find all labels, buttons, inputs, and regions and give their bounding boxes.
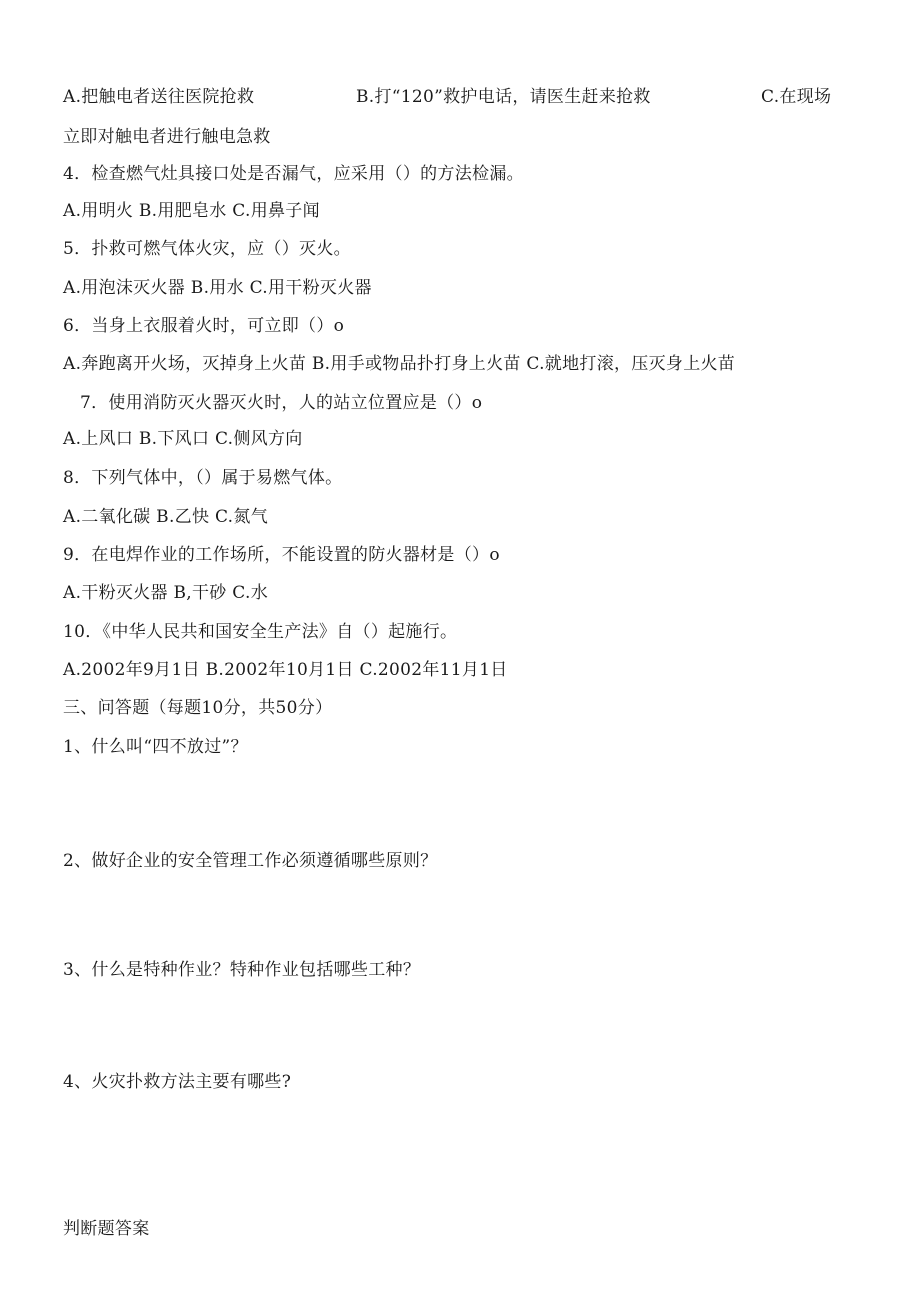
question-5: 5．扑救可燃气体火灾，应（）灭火。: [63, 239, 351, 259]
qa-question-2: 2、做好企业的安全管理工作必须遵循哪些原则？: [63, 851, 438, 871]
question-8: 8．下列气体中，（）属于易燃气体。: [63, 468, 343, 488]
question-7: 7．使用消防灭火器灭火时，人的站立位置应是（）o: [80, 393, 483, 413]
q3-option-c: C.在现场: [761, 87, 832, 107]
question-4-options: A.用明火 B.用肥皂水 C.用鼻子闻: [63, 201, 320, 221]
q3-option-c-continued: 立即对触电者进行触电急救: [63, 127, 271, 147]
question-4: 4．检查燃气灶具接口处是否漏气，应采用（）的方法检漏。: [63, 164, 524, 184]
question-10-options: A.2002年9月1日 B.2002年10月1日 C.2002年11月1日: [63, 660, 508, 680]
question-10: 10．《中华人民共和国安全生产法》自（）起施行。: [63, 622, 458, 642]
qa-question-1: 1、什么叫“四不放过”？: [63, 737, 248, 757]
question-9: 9．在电焊作业的工作场所，不能设置的防火器材是（）o: [63, 545, 500, 565]
answers-heading: 判断题答案: [63, 1219, 150, 1239]
question-9-options: A.干粉灭火器 B,干砂 C.水: [63, 583, 268, 603]
question-6-options: A.奔跑离开火场，灭掉身上火苗 B.用手或物品扑打身上火苗 C.就地打滚，压灭身上火苗: [63, 354, 736, 374]
q3-option-b: B.打“120”救护电话，请医生赶来抢救: [356, 87, 651, 107]
question-5-options: A.用泡沫灭火器 B.用水 C.用干粉灭火器: [63, 278, 372, 298]
q3-option-a: A.把触电者送往医院抢救: [63, 87, 255, 107]
question-7-options: A.上风口 B.下风口 C.侧风方向: [63, 429, 303, 449]
qa-question-3: 3、什么是特种作业？特种作业包括哪些工种？: [63, 960, 421, 980]
question-6: 6．当身上衣服着火时，可立即（）o: [63, 316, 345, 336]
section-3-heading: 三、问答题（每题10分，共50分）: [63, 698, 333, 718]
question-8-options: A.二氧化碳 B.乙快 C.氮气: [63, 507, 268, 527]
qa-question-4: 4、火灾扑救方法主要有哪些?: [63, 1072, 292, 1092]
